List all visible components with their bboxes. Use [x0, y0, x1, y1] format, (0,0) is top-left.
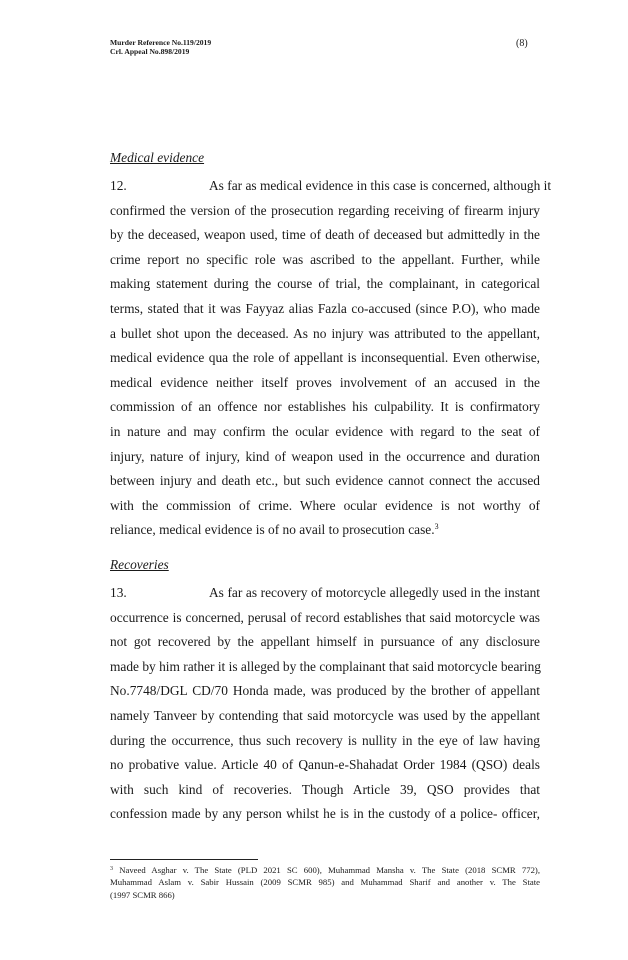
murder-reference-number: Murder Reference No.119/2019: [110, 38, 212, 47]
paragraph-line: not got recovered by the appellant himself in pursuance of any disclosure: [110, 634, 540, 650]
paragraph-12: [110, 174, 552, 543]
paragraph-line: making statement during the course of trial, the complainant, in categorical: [110, 276, 540, 292]
section-heading-recoveries: Recoveries: [110, 557, 169, 572]
paragraph-line: crime report no specific role was ascribed to the appellant. Further, while: [110, 251, 540, 267]
paragraph-line: with such kind of recoveries. Though Article 39, QSO provides that: [110, 781, 540, 797]
paragraph-line: in nature and may confirm the ocular evidence with regard to the seat of: [110, 423, 540, 439]
page-number: (8): [516, 38, 528, 49]
paragraph-line: occurrence is concerned, perusal of record establishes that said motorcycle was: [110, 609, 540, 625]
paragraph-number: 12.: [110, 178, 127, 193]
criminal-appeal-number: Crl. Appeal No.898/2019: [110, 47, 190, 56]
paragraph-line: injury, nature of injury, kind of weapon used in the occurrence and duration: [110, 448, 540, 464]
paragraph-line: a bullet shot upon the deceased. As no injury was attributed to the appellant,: [110, 325, 540, 341]
paragraph-line: commission of an offence nor establishes his culpability. It is confirmatory: [110, 399, 540, 415]
case-header: [110, 38, 211, 56]
footnote-reference[interactable]: 3: [434, 522, 439, 532]
paragraph-line: medical evidence neither itself proves involvement of an accused in the: [110, 374, 540, 390]
paragraph-line: made by him rather it is alleged by the complainant that said motorcycle bearing: [110, 658, 541, 674]
footnote-separator: [110, 859, 258, 860]
footnote: [110, 864, 540, 901]
section-heading-medical-evidence: Medical evidence: [110, 150, 205, 165]
paragraph-number: 13.: [110, 585, 127, 600]
footnote-marker: 3: [110, 866, 113, 872]
paragraph-13: [110, 581, 540, 827]
footnote-line: (1997 SCMR 866): [110, 889, 175, 900]
paragraph-line: namely Tanveer by contending that said motorcycle was used by the appellant: [110, 707, 540, 723]
paragraph-line: terms, stated that it was Fayyaz alias Fazla co-accused (since P.O), who made: [110, 300, 540, 316]
paragraph-line: by the deceased, weapon used, time of death of deceased but admittedly in the: [110, 227, 540, 243]
paragraph-line: with the commission of crime. Where ocular evidence is not worthy of: [110, 497, 540, 513]
paragraph-line: medical evidence qua the role of appellant is inconsequential. Even otherwise,: [110, 350, 540, 366]
paragraph-line: No.7748/DGL CD/70 Honda made, was produced by the brother of appellant: [110, 683, 540, 699]
paragraph-line: no probative value. Article 40 of Qanun-e-Shahadat Order 1984 (QSO) deals: [110, 757, 540, 773]
paragraph-line: during the occurrence, thus such recovery is nullity in the eye of law having: [110, 732, 540, 748]
footnote-line: $^3$ Naveed Asghar v. The State (PLD 2021 SC 600), Muhammad Mansha v. The State (2018 SCMR 772),: [110, 865, 540, 875]
paragraph-line: between injury and death etc., but such evidence cannot connect the accused: [110, 473, 540, 489]
paragraph-line: confession made by any person whilst he is in the custody of a police- officer,: [110, 806, 540, 822]
footnote-line: Muhammad Aslam v. Sabir Hussain (2009 SCMR 985) and Muhammad Sharif and another v. The State: [110, 877, 540, 888]
paragraph-line: reliance, medical evidence is of no avail to prosecution case.$^3$: [110, 522, 439, 538]
paragraph-line: 12. As far as medical evidence in this case is concerned, although it: [110, 174, 540, 199]
paragraph-line: 13. As far as recovery of motorcycle allegedly used in the instant: [110, 581, 540, 606]
paragraph-line: confirmed the version of the prosecution regarding receiving of firearm injury: [110, 202, 540, 218]
